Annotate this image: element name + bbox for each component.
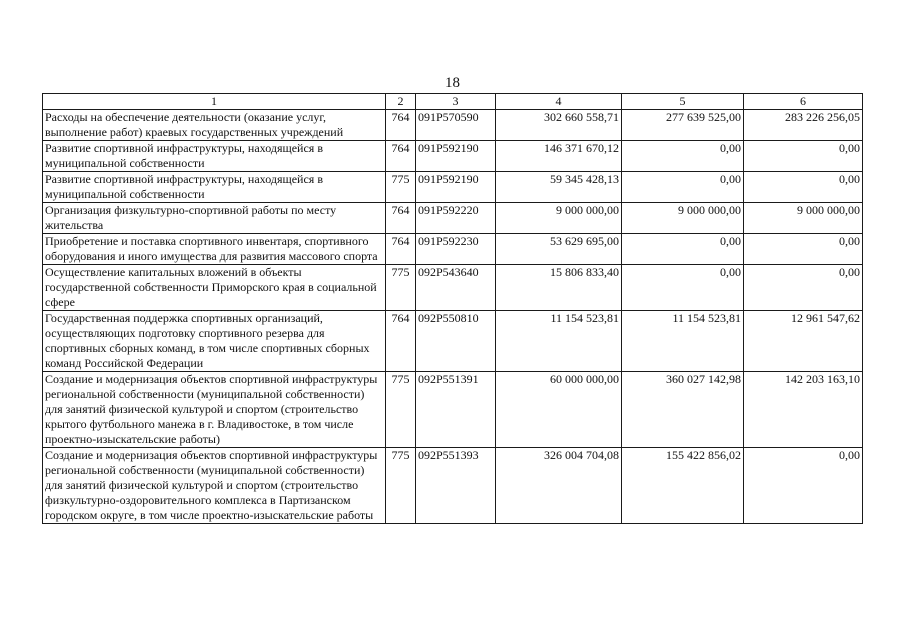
- amount-col-5: 360 027 142,98: [622, 372, 744, 448]
- kcsr-code: 091P592190: [416, 172, 496, 203]
- kcsr-code: 092P551393: [416, 448, 496, 524]
- amount-col-6: 0,00: [744, 234, 863, 265]
- amount-col-4: 302 660 558,71: [496, 110, 622, 141]
- amount-col-6: 0,00: [744, 141, 863, 172]
- table-row: [43, 265, 863, 311]
- amount-col-6: 142 203 163,10: [744, 372, 863, 448]
- column-header-5: 5: [622, 94, 744, 110]
- amount-col-6: 0,00: [744, 265, 863, 311]
- kcsr-code: 092P543640: [416, 265, 496, 311]
- amount-col-6: 283 226 256,05: [744, 110, 863, 141]
- grbs-code: 764: [386, 110, 416, 141]
- kcsr-code: 091P592190: [416, 141, 496, 172]
- amount-col-6: 12 961 547,62: [744, 311, 863, 372]
- kcsr-code: 091P570590: [416, 110, 496, 141]
- column-number-row: [43, 94, 863, 110]
- amount-col-5: 0,00: [622, 265, 744, 311]
- table-row: [43, 110, 863, 141]
- amount-col-4: 15 806 833,40: [496, 265, 622, 311]
- grbs-code: 775: [386, 172, 416, 203]
- kcsr-code: 092P551391: [416, 372, 496, 448]
- column-header-6: 6: [744, 94, 863, 110]
- grbs-code: 775: [386, 448, 416, 524]
- page-number: 18: [445, 75, 460, 91]
- expense-name: Приобретение и поставка спортивного инвентаря, спортивного оборудования и иного имущества для развития массового спорта: [43, 234, 386, 265]
- grbs-code: 775: [386, 372, 416, 448]
- amount-col-5: 0,00: [622, 141, 744, 172]
- table-row: [43, 372, 863, 448]
- amount-col-6: 0,00: [744, 448, 863, 524]
- grbs-code: 764: [386, 234, 416, 265]
- amount-col-5: 11 154 523,81: [622, 311, 744, 372]
- table-row: [43, 448, 863, 524]
- amount-col-4: 326 004 704,08: [496, 448, 622, 524]
- amount-col-5: 277 639 525,00: [622, 110, 744, 141]
- kcsr-code: 091P592230: [416, 234, 496, 265]
- amount-col-4: 59 345 428,13: [496, 172, 622, 203]
- column-header-4: 4: [496, 94, 622, 110]
- amount-col-4: 11 154 523,81: [496, 311, 622, 372]
- column-header-2: 2: [386, 94, 416, 110]
- column-header-3: 3: [416, 94, 496, 110]
- amount-col-6: 0,00: [744, 172, 863, 203]
- kcsr-code: 092P550810: [416, 311, 496, 372]
- amount-col-4: 146 371 670,12: [496, 141, 622, 172]
- expense-name: Развитие спортивной инфраструктуры, находящейся в муниципальной собственности: [43, 172, 386, 203]
- expense-name: Создание и модернизация объектов спортивной инфраструктуры региональной собственности (муниципальной собственности) для занятий физической культурой и спортом (строительство крытого футбольного манежа в г. Владивостоке, в том числе проектно-изыскательские работы): [43, 372, 386, 448]
- grbs-code: 764: [386, 311, 416, 372]
- grbs-code: 764: [386, 141, 416, 172]
- expense-name: Расходы на обеспечение деятельности (оказание услуг, выполнение работ) краевых государственных учреждений: [43, 110, 386, 141]
- amount-col-4: 9 000 000,00: [496, 203, 622, 234]
- amount-col-4: 53 629 695,00: [496, 234, 622, 265]
- grbs-code: 775: [386, 265, 416, 311]
- table-row: [43, 203, 863, 234]
- budget-table: [42, 93, 863, 524]
- expense-name: Осуществление капитальных вложений в объекты государственной собственности Приморского края в социальной сфере: [43, 265, 386, 311]
- amount-col-5: 9 000 000,00: [622, 203, 744, 234]
- grbs-code: 764: [386, 203, 416, 234]
- expense-name: Государственная поддержка спортивных организаций, осуществляющих подготовку спортивного резерва для спортивных сборных команд, в том числе спортивных сборных команд Российской Федерации: [43, 311, 386, 372]
- table-header: [43, 94, 863, 110]
- amount-col-4: 60 000 000,00: [496, 372, 622, 448]
- amount-col-5: 155 422 856,02: [622, 448, 744, 524]
- table-body: [43, 110, 863, 524]
- table-row: [43, 311, 863, 372]
- column-header-1: 1: [43, 94, 386, 110]
- amount-col-5: 0,00: [622, 234, 744, 265]
- expense-name: Организация физкультурно-спортивной работы по месту жительства: [43, 203, 386, 234]
- expense-name: Развитие спортивной инфраструктуры, находящейся в муниципальной собственности: [43, 141, 386, 172]
- table-row: [43, 234, 863, 265]
- table-row: [43, 141, 863, 172]
- expense-name: Создание и модернизация объектов спортивной инфраструктуры региональной собственности (муниципальной собственности) для занятий физической культурой и спортом (строительство физкультурно-оздоровительного комплекса в Партизанском городском округе, в том числе проектно-изыскательские работы: [43, 448, 386, 524]
- kcsr-code: 091P592220: [416, 203, 496, 234]
- amount-col-6: 9 000 000,00: [744, 203, 863, 234]
- amount-col-5: 0,00: [622, 172, 744, 203]
- table-row: [43, 172, 863, 203]
